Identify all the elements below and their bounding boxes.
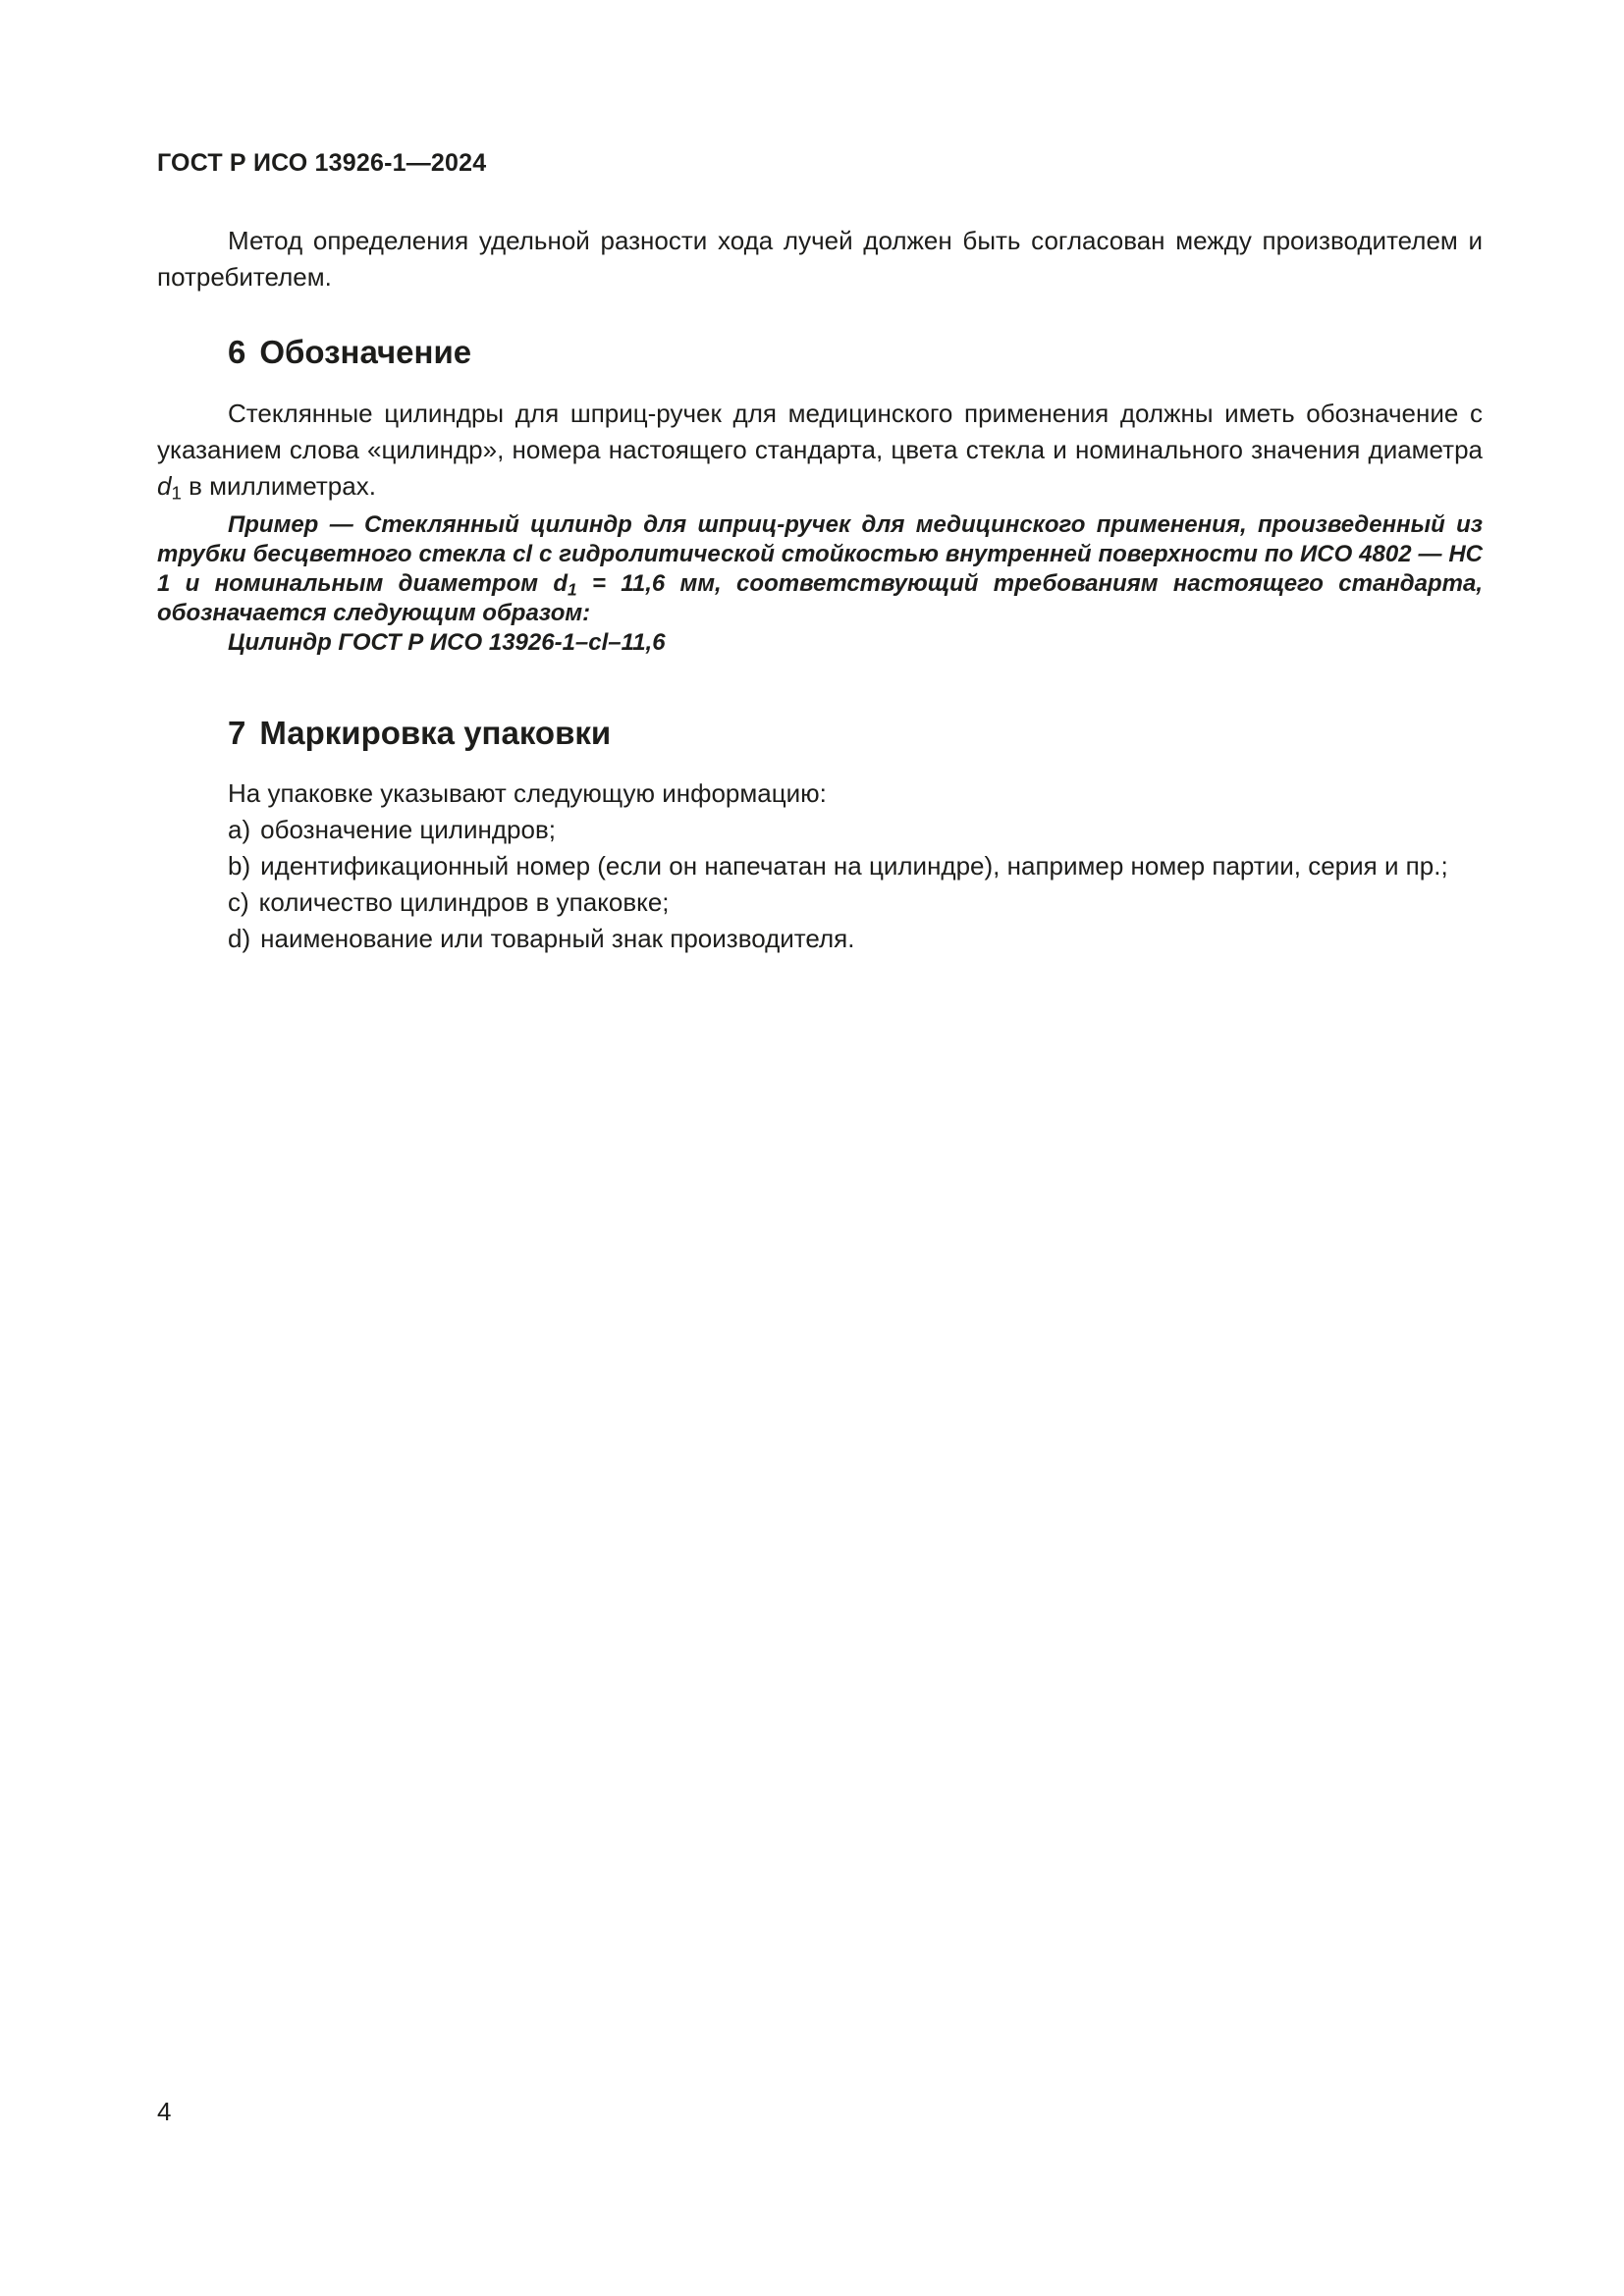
section-7-number: 7	[228, 715, 246, 751]
intro-paragraph: Метод определения удельной разности хода лучей должен быть согласован между производителем и потребителем.	[157, 226, 1483, 292]
section-6-heading	[228, 334, 471, 371]
example-subscript: 1	[568, 579, 577, 600]
list-item-label: d)	[228, 924, 251, 953]
list-item	[157, 884, 1483, 921]
list-item	[157, 812, 1483, 848]
document-header: ГОСТ Р ИСО 13926-1—2024	[157, 149, 487, 177]
packaging-list	[157, 775, 1483, 957]
list-item-label: b)	[228, 851, 251, 881]
section-6-number: 6	[228, 334, 246, 370]
list-item-text: обозначение цилиндров;	[260, 815, 556, 844]
designation-example	[157, 510, 1483, 658]
example-text-body: Пример — Стеклянный цилиндр для шприц-ручек для медицинского применения, произведенный из трубки бесцветного стекла cl с гидролитической стойкостью внутренней поверхности по ИСО 4802 — НС 1 и номинальным диаметром d	[157, 511, 1483, 597]
list-item-text: количество цилиндров в упаковке;	[258, 887, 670, 917]
section-6-paragraph-text: Стеклянные цилиндры для шприц-ручек для медицинского применения должны иметь обозначение с указанием слова «цилиндр», номера настоящего стандарта, цвета стекла и номинального значения диаметра	[157, 399, 1483, 464]
diameter-subscript: 1	[171, 482, 182, 504]
example-designation: Цилиндр ГОСТ Р ИСО 13926-1–cl–11,6	[228, 629, 666, 656]
list-item-label: a)	[228, 815, 251, 844]
section-6-paragraph	[157, 396, 1483, 505]
example-text	[157, 510, 1483, 628]
list-item	[157, 921, 1483, 957]
section-7-heading	[228, 715, 611, 752]
page-number: 4	[157, 2097, 172, 2126]
list-item	[157, 848, 1483, 884]
list-item-label: c)	[228, 887, 249, 917]
diameter-symbol: d	[157, 471, 172, 501]
section-7-title: Маркировка упаковки	[259, 715, 612, 751]
list-item-text: наименование или товарный знак производителя.	[260, 924, 855, 953]
section-6-title: Обозначение	[259, 334, 472, 370]
list-item-text: идентификационный номер (если он напечатан на цилиндре), например номер партии, серия и пр.;	[260, 851, 1448, 881]
packaging-intro: На упаковке указывают следующую информацию:	[228, 778, 827, 808]
example-text-end: = 11,6 мм, соответствующий требованиям настоящего стандарта, обозначается следующим образом:	[157, 570, 1483, 626]
section-6-paragraph-end: в миллиметрах.	[181, 471, 376, 501]
